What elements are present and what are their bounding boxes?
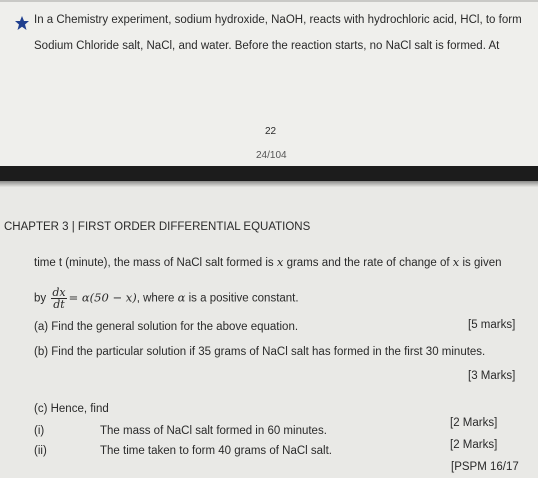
page-divider	[0, 166, 538, 181]
derivative-fraction	[51, 287, 66, 310]
differential-equation: = α(50 − x)	[68, 290, 137, 305]
part-c-i-marks: [2 Marks]	[450, 417, 498, 429]
part-b-marks: [3 Marks]	[468, 370, 516, 382]
question-line-2-prefix: by	[34, 292, 47, 305]
part-c-i-label: (i)	[34, 425, 45, 437]
star-icon	[14, 15, 30, 31]
part-c-text: (c) Hence, find	[34, 403, 109, 415]
chapter-title: CHAPTER 3 | FIRST ORDER DIFFERENTIAL EQUATIONS	[4, 221, 311, 233]
part-c-i-text: The mass of NaCl salt formed in 60 minutes.	[100, 425, 327, 437]
variable-x: x	[276, 255, 284, 269]
part-a-marks: [5 marks]	[468, 319, 516, 331]
question-line-2-suffix: is a positive constant.	[188, 292, 299, 305]
question-line-1-mid: grams and the rate of change of	[286, 257, 450, 269]
part-b-text: (b) Find the particular solution if 35 grams of NaCl salt has formed in the first 30 minutes.	[34, 346, 486, 358]
variable-x-2: x	[452, 255, 460, 269]
intro-line-1: In a Chemistry experiment, sodium hydroxide, NaOH, reacts with hydrochloric acid, HCl, to form	[34, 14, 522, 26]
question-line-1	[34, 255, 502, 269]
intro-line-2: Sodium Chloride salt, NaCl, and water. Before the reaction starts, no NaCl salt is formed. At	[34, 40, 500, 52]
source-reference: [PSPM 16/17	[451, 461, 519, 473]
question-line-2-mid: , where	[136, 292, 175, 305]
part-a-text: (a) Find the general solution for the above equation.	[34, 321, 299, 333]
part-c-ii-label: (ii)	[34, 445, 47, 457]
top-edge	[0, 0, 538, 2]
derivative-numerator: dx	[52, 286, 66, 299]
question-line-1-prefix: time t (minute), the mass of NaCl salt formed is	[34, 257, 274, 269]
question-line-1-suffix: is given	[462, 257, 502, 269]
part-c-ii-text: The time taken to form 40 grams of NaCl salt.	[100, 445, 333, 457]
part-c-ii-marks: [2 Marks]	[450, 439, 498, 451]
derivative-denominator: dt	[53, 298, 65, 311]
page-number: 22	[265, 126, 277, 137]
alpha-symbol: α	[177, 290, 186, 305]
question-line-2	[34, 287, 299, 310]
page-progress: 24/104	[256, 150, 287, 161]
